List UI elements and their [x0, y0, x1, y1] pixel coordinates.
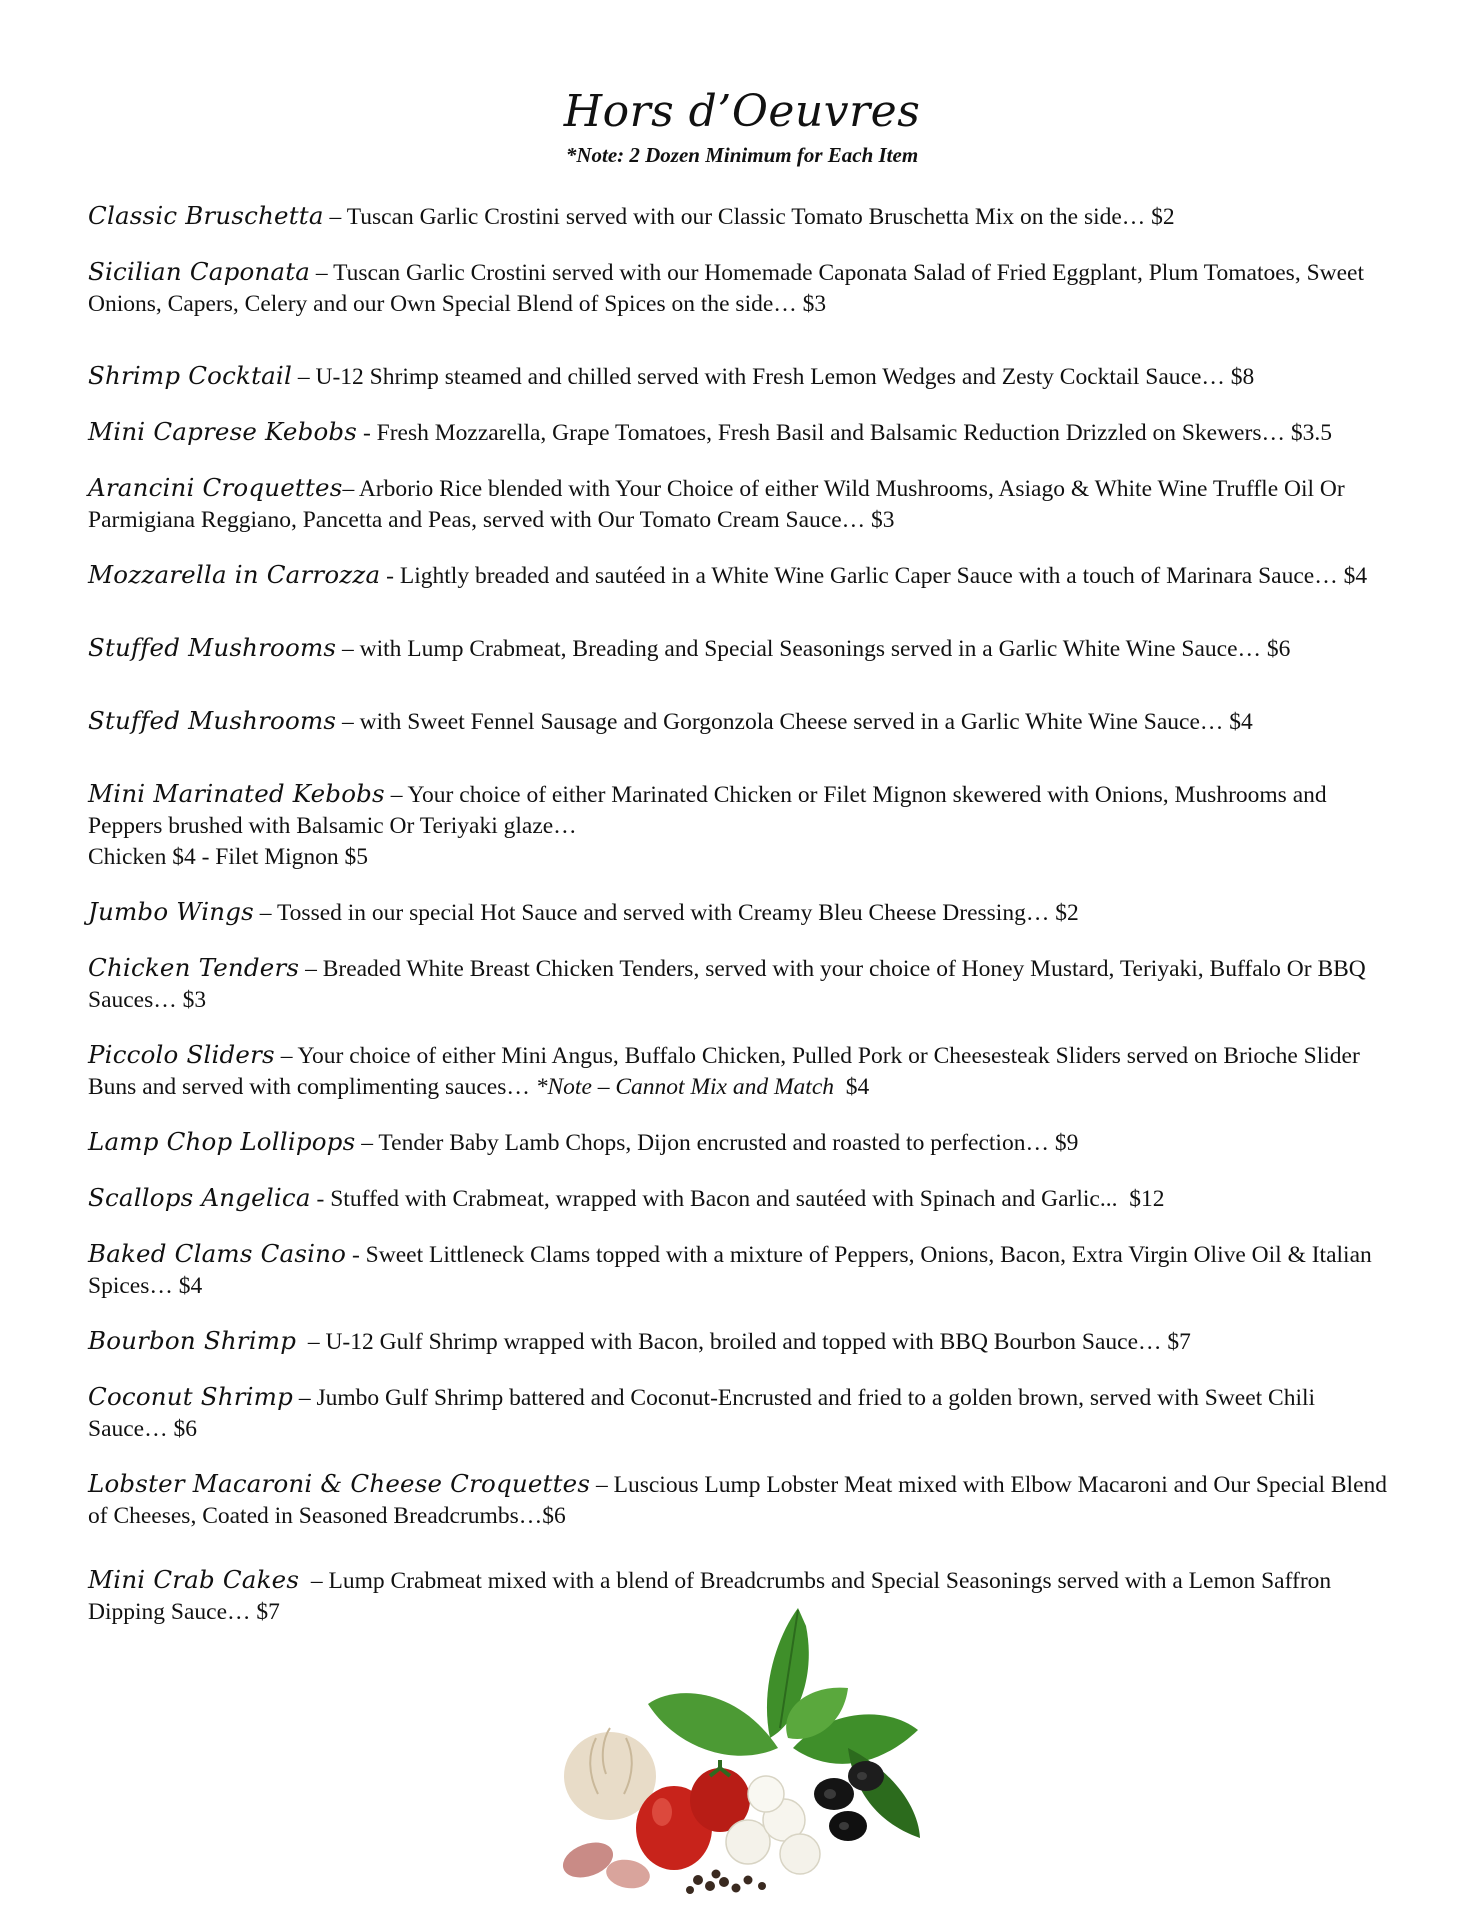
item-description: - Lightly breaded and sautéed in a White Wine Garlic Caper Sauce with a touch of Marinara Sauce… $4	[380, 563, 1368, 589]
menu-item	[88, 778, 1398, 873]
mozzarella-icon	[780, 1834, 820, 1874]
menu-item	[88, 952, 1398, 1016]
menu-item	[88, 360, 1398, 393]
item-name: Mini Caprese Kebobs	[88, 417, 358, 446]
item-description: - Fresh Mozzarella, Grape Tomatoes, Fresh Basil and Balsamic Reduction Drizzled on Skewers… $3.5	[357, 420, 1332, 446]
item-description: - Stuffed with Crabmeat, wrapped with Bacon and sautéed with Spinach and Garlic... $12	[310, 1186, 1165, 1212]
olive-icon	[857, 1772, 867, 1780]
page-title: Hors d’Oeuvres	[563, 86, 921, 137]
item-description: – Your choice of either Mini Angus, Buffalo Chicken, Pulled Pork or Cheesesteak Sliders served on Brioche Slider Buns and served with complimenting sauces…	[88, 1043, 1360, 1100]
item-description: – Breaded White Breast Chicken Tenders, served with your choice of Honey Mustard, Teriyaki, Buffalo Or BBQ Sauces… $3	[88, 956, 1366, 1013]
peppercorn-icon	[686, 1870, 766, 1895]
item-description: – Tuscan Garlic Crostini served with our Homemade Caponata Salad of Fried Eggplant, Plum Tomatoes, Sweet Onions, Capers, Celery and our Own Special Blend of Spices on the side… $3	[88, 260, 1365, 317]
item-name: Lamp Chop Lollipops	[88, 1127, 356, 1156]
item-name: Coconut Shrimp	[88, 1382, 293, 1411]
item-name: Shrimp Cocktail	[88, 361, 293, 390]
item-price: $4	[834, 1074, 870, 1100]
item-description: – Lump Crabmeat mixed with a blend of Breadcrumbs and Special Seasonings served with a Lemon Saffron Dipping Sauce… $7	[88, 1568, 1338, 1625]
menu-item	[88, 1126, 1398, 1159]
item-description: – with Lump Crabmeat, Breading and Special Seasonings served in a Garlic White Wine Sauce… $6	[336, 636, 1291, 662]
item-name: Piccolo Sliders	[88, 1040, 275, 1069]
item-description: – Tender Baby Lamb Chops, Dijon encrusted and roasted to perfection… $9	[355, 1130, 1079, 1156]
item-name: Mini Marinated Kebobs	[88, 779, 385, 808]
item-price-options: Chicken $4 - Filet Mignon $5	[88, 844, 369, 870]
menu-item	[88, 1182, 1398, 1215]
mozzarella-icon	[748, 1776, 784, 1812]
item-description: – Jumbo Gulf Shrimp battered and Coconut-Encrusted and fried to a golden brown, served with Sweet Chili Sauce… $6	[88, 1385, 1316, 1442]
item-name: Stuffed Mushrooms	[88, 633, 337, 662]
menu-item	[88, 1564, 1398, 1628]
item-description: – Luscious Lump Lobster Meat mixed with Elbow Macaroni and Our Special Blend of Cheeses, Coated in Seasoned Breadcrumbs…$6	[88, 1472, 1388, 1529]
tomato-icon	[652, 1798, 672, 1826]
menu-item	[88, 559, 1398, 592]
item-description: – U-12 Gulf Shrimp wrapped with Bacon, broiled and topped with BBQ Bourbon Sauce… $7	[296, 1329, 1191, 1355]
item-description: – Tossed in our special Hot Sauce and served with Creamy Bleu Cheese Dressing… $2	[253, 900, 1079, 926]
menu-item	[88, 632, 1398, 665]
item-description: - Sweet Littleneck Clams topped with a mixture of Peppers, Onions, Bacon, Extra Virgin Olive Oil & Italian Spices… $4	[88, 1242, 1372, 1299]
minimum-order-note: *Note: 2 Dozen Minimum for Each Item	[565, 143, 919, 167]
item-description: – Your choice of either Marinated Chicken or Filet Mignon skewered with Onions, Mushrooms and Peppers brushed with Balsamic Or Teriyaki glaze…	[88, 782, 1327, 839]
item-description: – Tuscan Garlic Crostini served with our Classic Tomato Bruschetta Mix on the side… $2	[323, 204, 1175, 230]
item-name: Sicilian Caponata	[88, 257, 311, 286]
item-name: Jumbo Wings	[88, 897, 254, 926]
menu-item	[88, 416, 1398, 449]
item-name: Mini Crab Cakes	[88, 1565, 300, 1594]
item-note: *Note – Cannot Mix and Match	[535, 1074, 835, 1100]
menu-item	[88, 1238, 1398, 1302]
item-name: Chicken Tenders	[88, 953, 300, 982]
item-name: Stuffed Mushrooms	[88, 706, 337, 735]
menu-item	[88, 1325, 1398, 1358]
garlic-clove-icon	[604, 1856, 652, 1891]
item-description: – U-12 Shrimp steamed and chilled served with Fresh Lemon Wedges and Zesty Cocktail Sauce… $8	[292, 364, 1255, 390]
item-name: Baked Clams Casino	[88, 1239, 347, 1268]
basil-leaf-icon	[648, 1693, 778, 1756]
menu-item	[88, 1381, 1398, 1445]
menu-item	[88, 200, 1398, 233]
item-name: Arancini Croquettes	[88, 473, 343, 502]
menu-item	[88, 1468, 1398, 1532]
vegetables-icon	[548, 1598, 948, 1898]
olive-icon	[824, 1789, 836, 1799]
menu-items-list	[88, 200, 1398, 1651]
menu-header	[0, 84, 1484, 168]
item-description: – Arborio Rice blended with Your Choice of either Wild Mushrooms, Asiago & White Wine Truffle Oil Or Parmigiana Reggiano, Pancetta and Peas, served with Our Tomato Cream Sauce… $3	[88, 476, 1345, 533]
item-name: Scallops Angelica	[88, 1183, 311, 1212]
menu-item	[88, 256, 1398, 320]
item-name: Bourbon Shrimp	[88, 1326, 297, 1355]
olive-icon	[839, 1822, 849, 1830]
menu-item	[88, 472, 1398, 536]
menu-item	[88, 705, 1398, 738]
item-name: Classic Bruschetta	[88, 201, 324, 230]
item-name: Mozzarella in Carrozza	[88, 560, 381, 589]
item-name: Lobster Macaroni & Cheese Croquettes	[88, 1469, 591, 1498]
item-description: – with Sweet Fennel Sausage and Gorgonzola Cheese served in a Garlic White Wine Sauce… $4	[336, 709, 1253, 735]
menu-item	[88, 896, 1398, 929]
menu-item	[88, 1039, 1398, 1103]
